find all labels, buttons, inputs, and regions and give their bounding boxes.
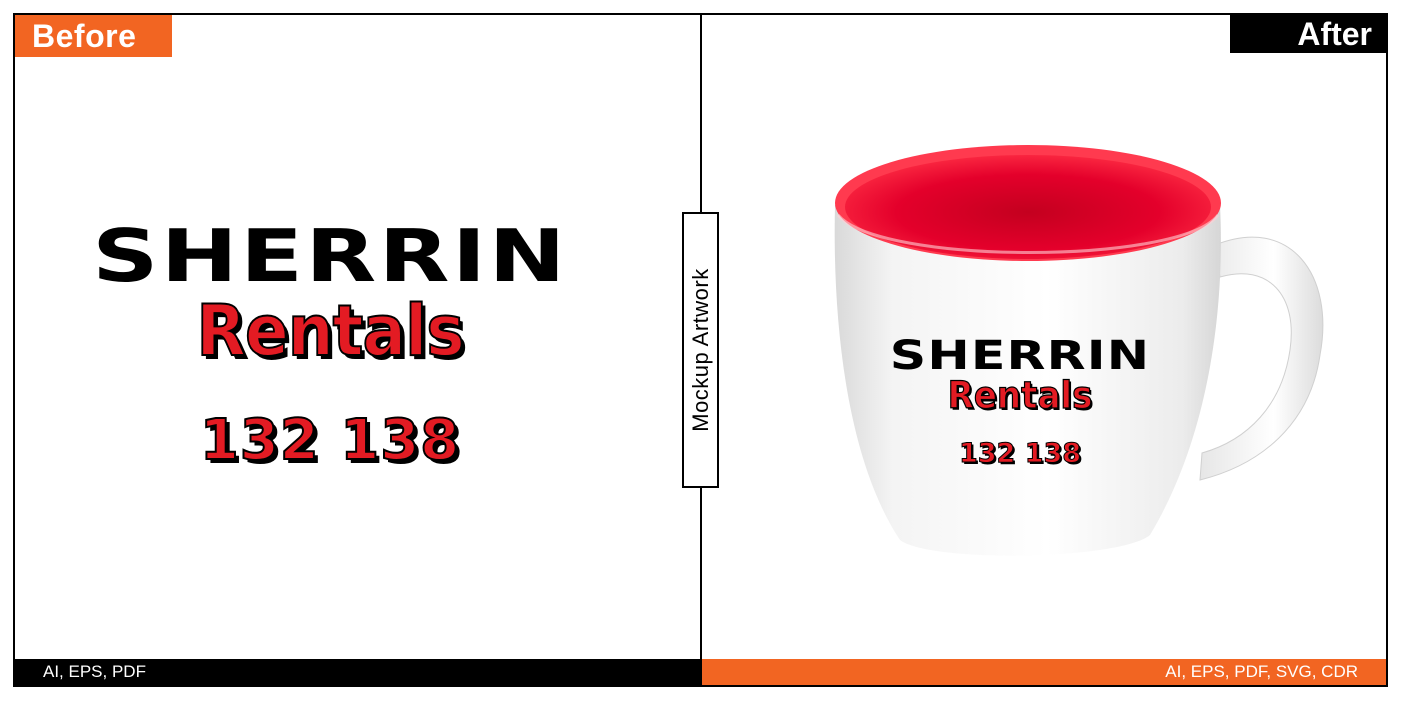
mug-number-text: 132 138	[958, 438, 1082, 469]
mug-inner	[845, 155, 1211, 259]
mockup-artwork-label	[682, 212, 719, 488]
mug-rentals-text: Rentals	[947, 374, 1093, 417]
right-formats-bar: AI, EPS, PDF, SVG, CDR	[702, 659, 1386, 685]
logo-number-text: 132 138	[199, 408, 461, 473]
mockup-artwork-text: Mockup Artwork	[687, 268, 713, 432]
left-formats-bar: AI, EPS, PDF	[15, 659, 700, 685]
before-badge: Before	[15, 15, 172, 57]
mug-sherrin-text: SHERRIN	[889, 332, 1151, 379]
after-badge: After	[1230, 15, 1386, 53]
logo-rentals-text: Rentals	[196, 290, 464, 372]
logo-sherrin-text: SHERRIN	[92, 215, 568, 299]
